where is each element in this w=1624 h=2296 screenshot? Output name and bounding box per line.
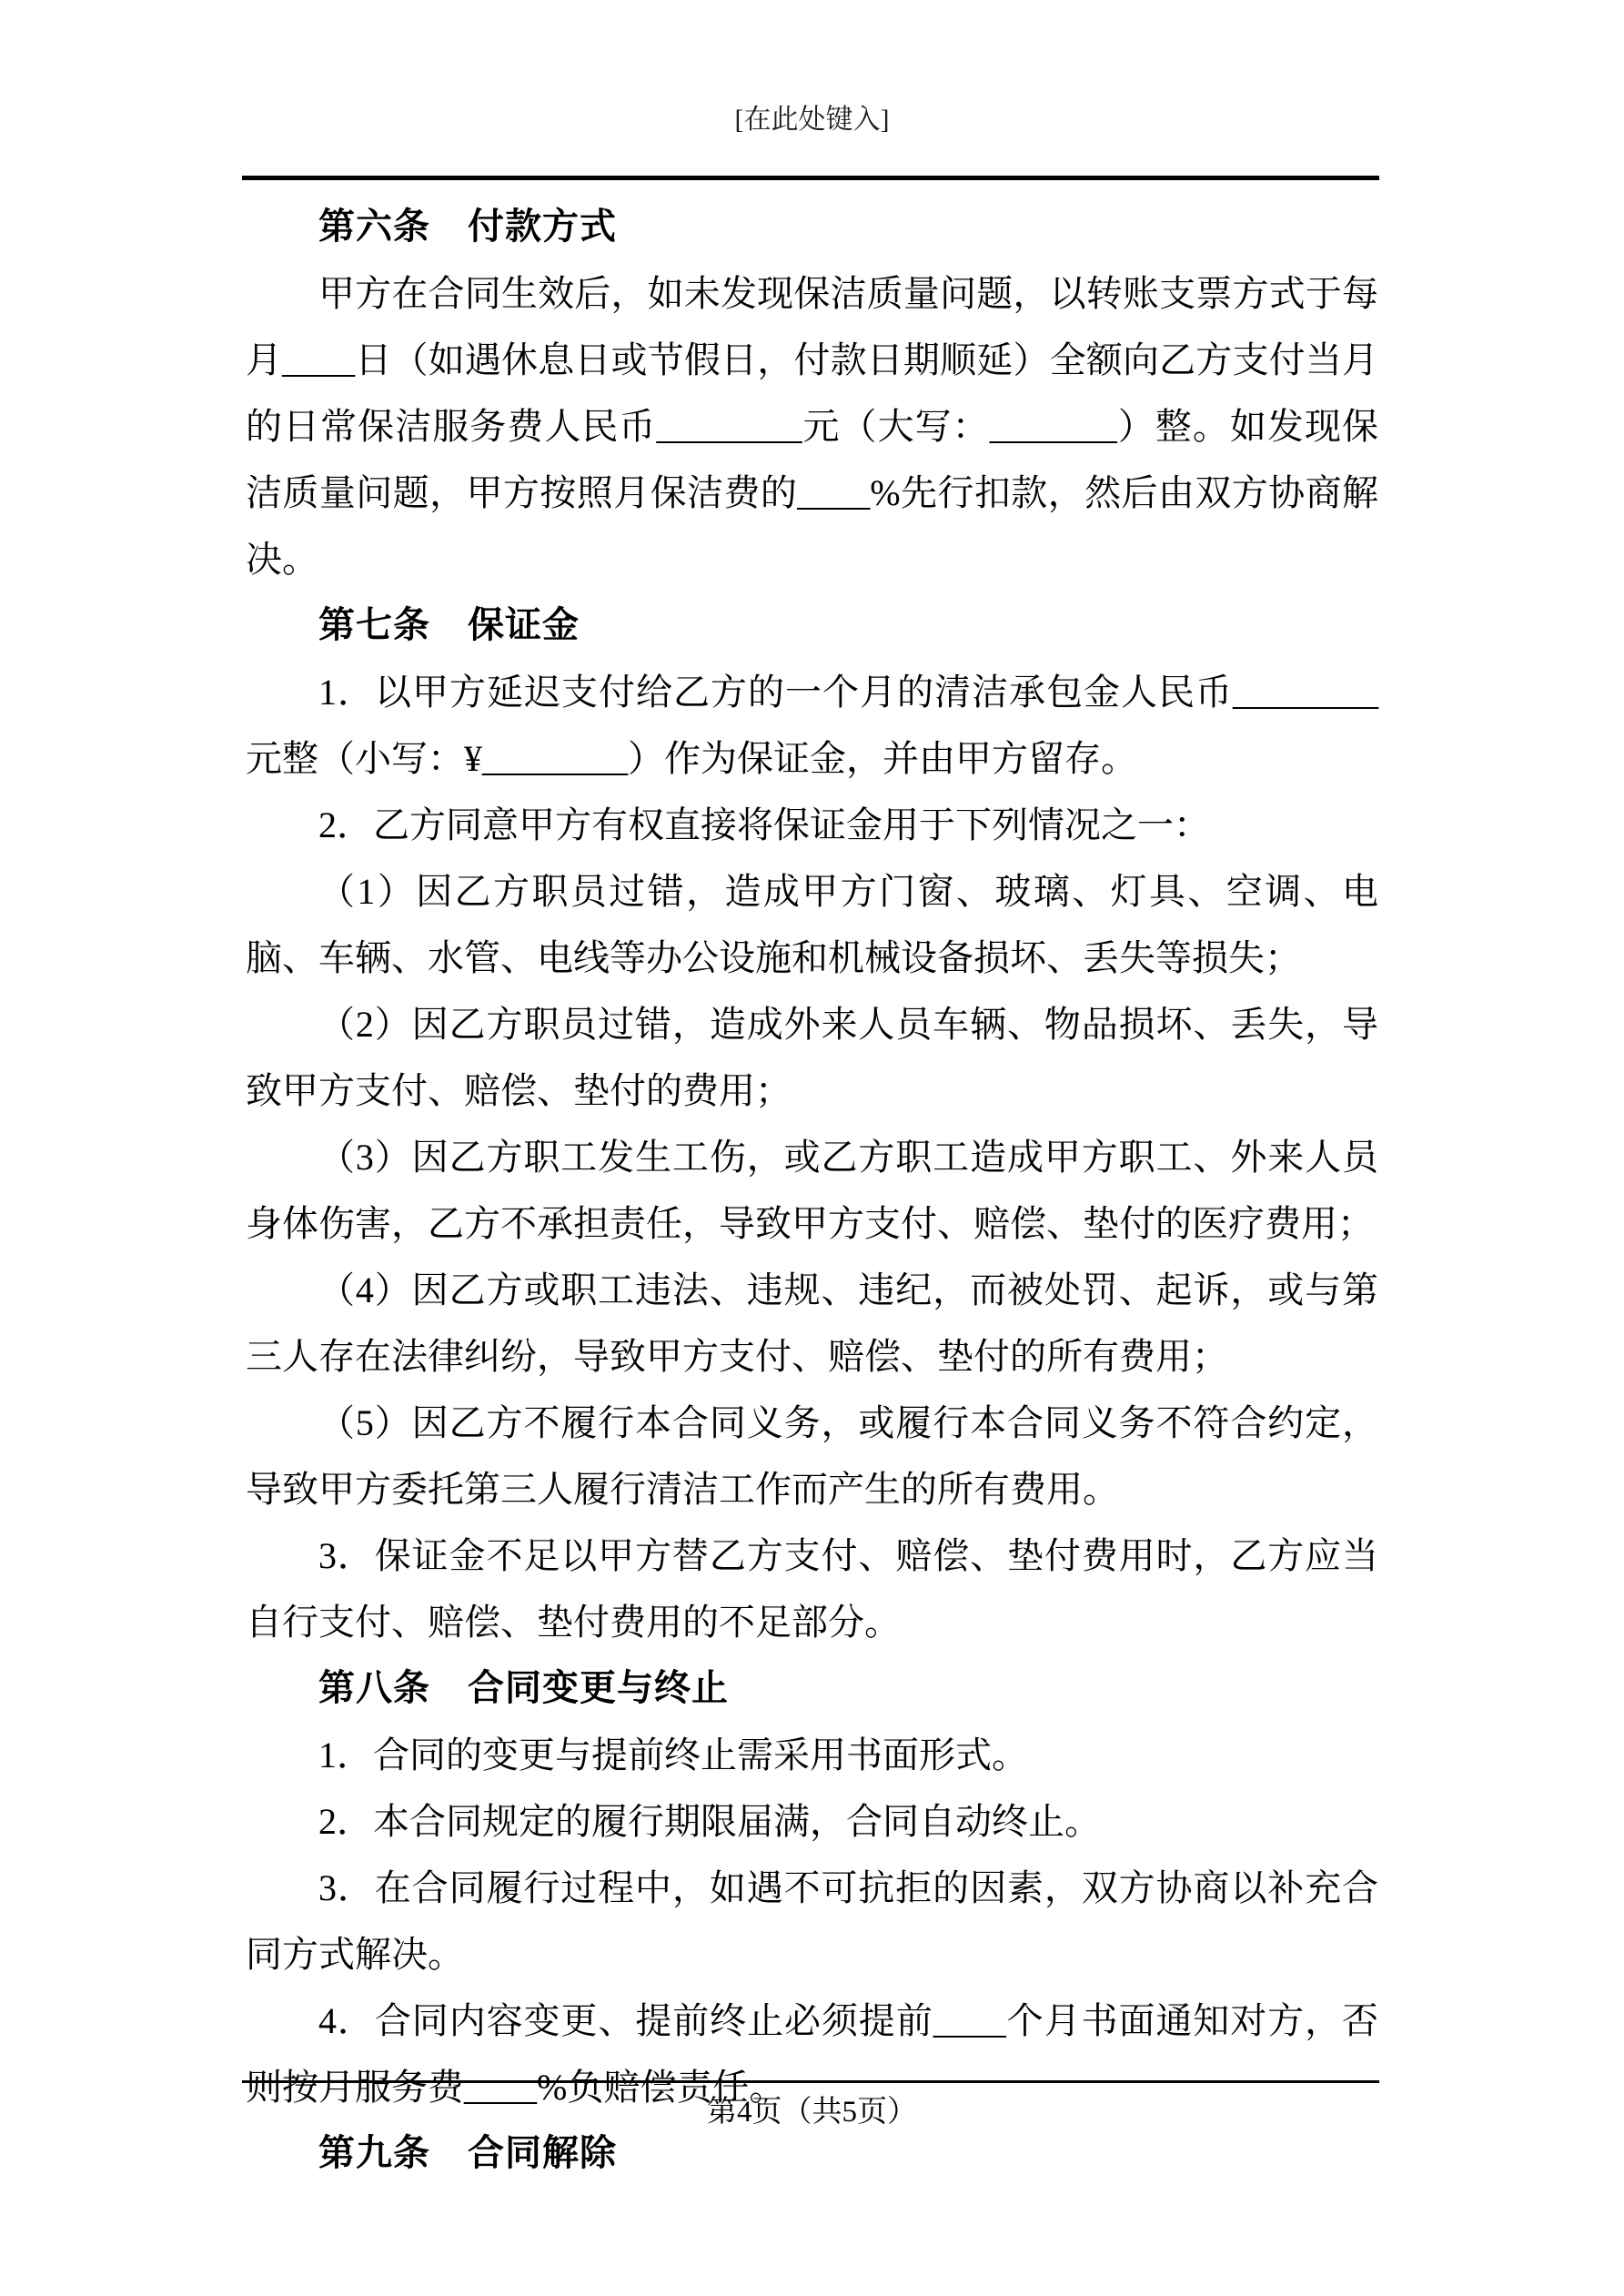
clause-heading: 第七条 保证金 — [318, 605, 580, 645]
clause-paragraph: 4．合同内容变更、提前终止必须提前____个月书面通知对方，否则按月服务费____%负赔偿责任。 — [246, 2000, 1378, 2108]
clause-heading: 第六条 付款方式 — [318, 207, 617, 247]
clause-paragraph: 1．以甲方延迟支付给乙方的一个月的清洁承包金人民币________元整（小写：¥________）作为保证金，并由甲方留存。 — [246, 672, 1378, 779]
header-rule — [242, 176, 1379, 180]
clause-paragraph: 3．保证金不足以甲方替乙方支付、赔偿、垫付费用时，乙方应当自行支付、赔偿、垫付费用的不足部分。 — [246, 1535, 1378, 1643]
page-number: 第4页（共5页） — [707, 2096, 917, 2129]
clause-paragraph: 1．合同的变更与提前终止需采用书面形式。 — [318, 1735, 1028, 1775]
clause-paragraph: （2）因乙方职员过错，造成外来人员车辆、物品损坏、丢失，导致甲方支付、赔偿、垫付的费用； — [246, 1004, 1378, 1111]
clause-paragraph: （1）因乙方职员过错，造成甲方门窗、玻璃、灯具、空调、电脑、车辆、水管、电线等办公设施和机械设备损坏、丢失等损失； — [246, 871, 1378, 978]
clause-heading: 第九条 合同解除 — [318, 2133, 617, 2173]
clause-paragraph: 2．乙方同意甲方有权直接将保证金用于下列情况之一： — [318, 804, 1210, 845]
clause-paragraph: 2．本合同规定的履行期限届满，合同自动终止。 — [318, 1801, 1101, 1842]
clause-paragraph: （3）因乙方职工发生工伤，或乙方职工造成甲方职工、外来人员身体伤害，乙方不承担责任，导致甲方支付、赔偿、垫付的医疗费用； — [246, 1137, 1378, 1244]
clause-paragraph: 3．在合同履行过程中，如遇不可抗拒的因素，双方协商以补充合同方式解决。 — [246, 1867, 1378, 1975]
footer-rule — [242, 2080, 1379, 2083]
contract-body — [246, 194, 1378, 2187]
header-placeholder: [在此处键入] — [734, 105, 890, 135]
clause-paragraph: （5）因乙方不履行本合同义务，或履行本合同义务不符合约定，导致甲方委托第三人履行清洁工作而产生的所有费用。 — [246, 1402, 1378, 1510]
clause-paragraph: （4）因乙方或职工违法、违规、违纪，而被处罚、起诉，或与第三人存在法律纠纷，导致甲方支付、赔偿、垫付的所有费用； — [246, 1269, 1378, 1377]
clause-paragraph: 甲方在合同生效后，如未发现保洁质量问题，以转账支票方式于每月____日（如遇休息日或节假日，付款日期顺延）全额向乙方支付当月的日常保洁服务费人民币________元（大写：_______）整。如发现保洁质量问题，甲方按照月保洁费的____%先行扣款，然后由双方协商解决。 — [246, 273, 1378, 580]
clause-heading: 第八条 合同变更与终止 — [318, 1668, 729, 1708]
